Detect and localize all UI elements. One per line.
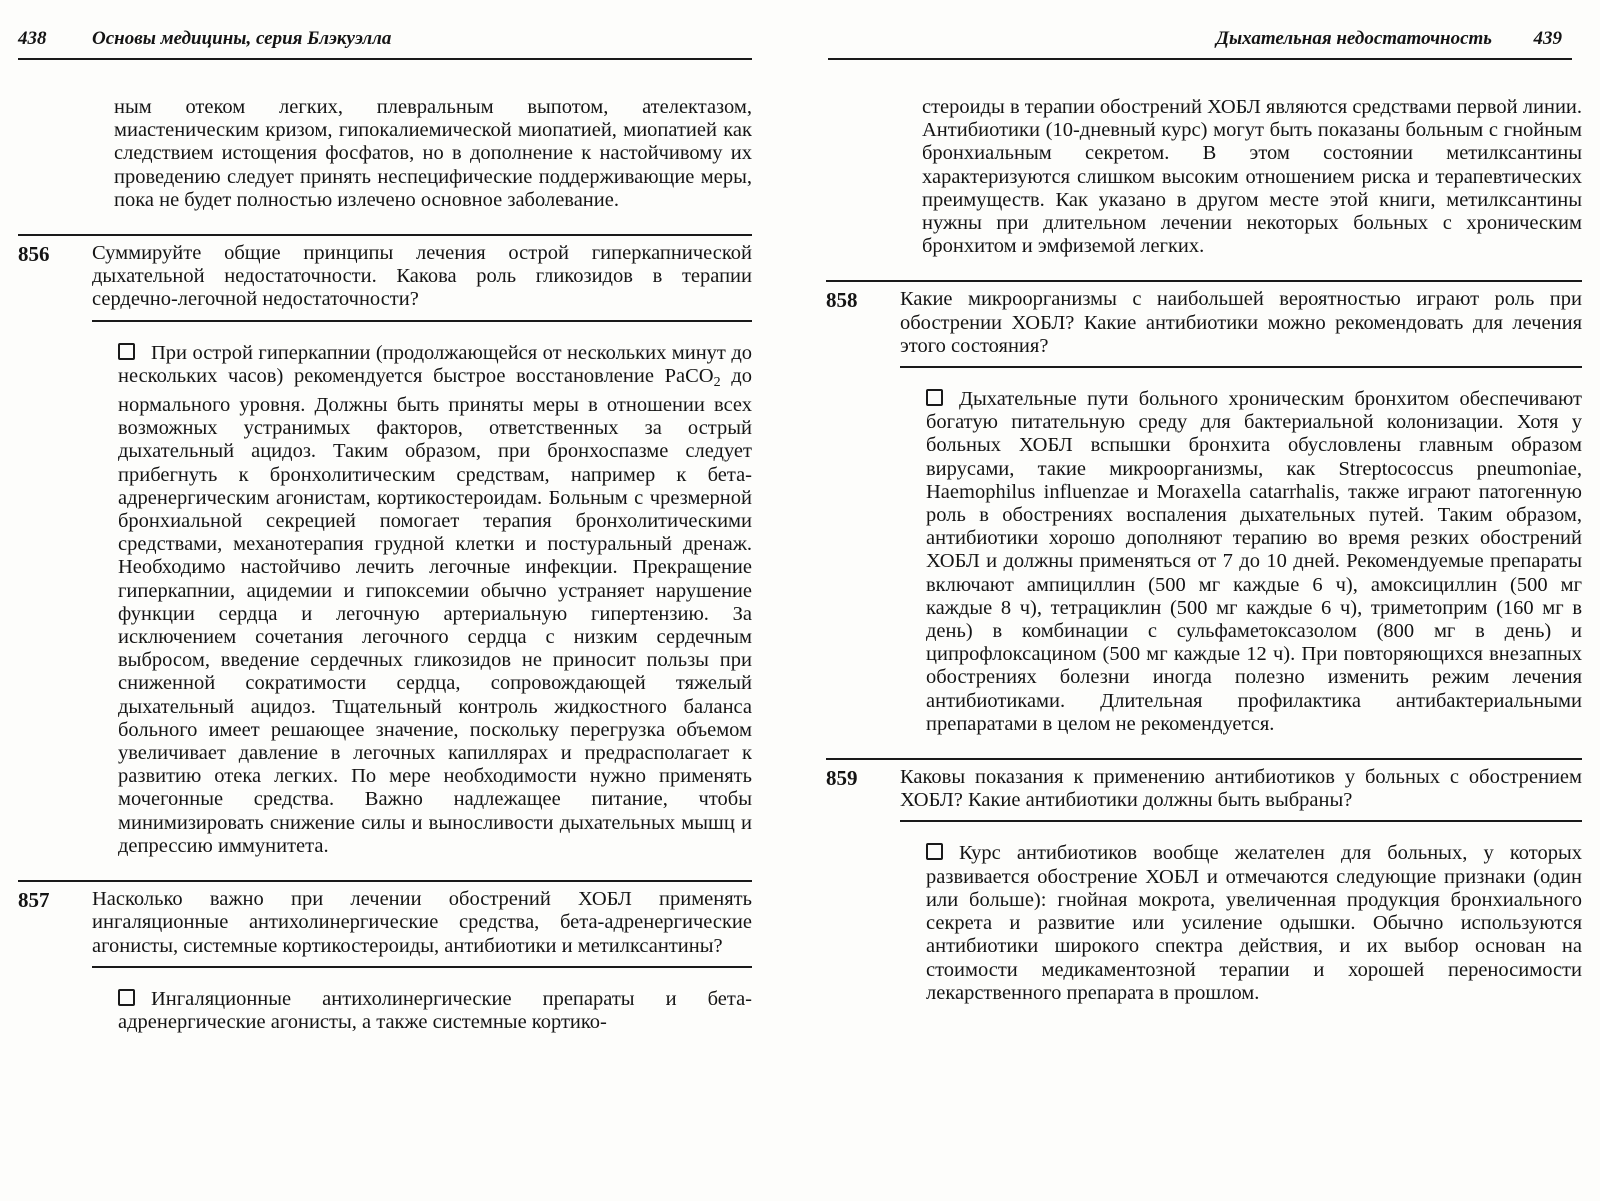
- question-856: [18, 234, 752, 322]
- question-number: 858: [826, 288, 858, 313]
- answer-857: [18, 988, 752, 1034]
- right-page-content: [826, 96, 1582, 1005]
- answer-text: [118, 342, 752, 858]
- answer-text-body: Дыхательные пути больного хроническим бронхитом обеспечивают богатую питательную среду для бактериальной колонизации. Хотя у больных ХОБЛ вспышки бронхита обусловлены главным образом вирусами, такие микроорганизмы, как Streptococcus pneumoniae, Haemophilus influenzae и Moraxella catarrhalis, также играют патогенную роль в обострениях воспаления дыхательных путей. Таким образом, антибиотики хорошо дополняют терапию во время резких обострений ХОБЛ и должны применяться от 7 до 10 дней. Рекомендуемые препараты включают ампициллин (500 мг каждые 6 ч), амоксициллин (500 мг каждые 8 ч), тетрациклин (500 мг каждые 6 ч), триметоприм (160 мг в день) в комбинации с сульфаметоксазолом (800 мг в день) и ципрофлоксацином (500 мг каждые 12 ч). При повторяющихся внезапных обострениях болезни иногда полезно изменить режим лечения антибиотиками. Длительная профилактика антибактериальными препаратами в целом не рекомендуется.: [926, 388, 1582, 735]
- question-859: [826, 758, 1582, 822]
- checkbox-icon: [926, 389, 943, 406]
- checkbox-icon: [118, 989, 135, 1006]
- question-text: Суммируйте общие принципы лечения острой гиперкапнической дыхательной недостаточности. Какова роль гликозидов в терапии сердечно-легочной недостаточности?: [92, 242, 752, 322]
- continuation-paragraph: стероиды в терапии обострений ХОБЛ являются средствами первой линии. Антибиотики (10-дневный курс) могут быть показаны больным с гнойным бронхиальным секретом. В этом состоянии метилксантины характеризуются слишком высоким отношением риска и терапевтических преимуществ. Как указано в другом месте этой книги, метилксантины нужны при длительном лечении некоторых больных с хроническим бронхитом и эмфиземой легких.: [922, 96, 1583, 258]
- question-number: 856: [18, 242, 50, 267]
- page-number: 439: [1533, 28, 1562, 49]
- continuation-paragraph: ным отеком легких, плевральным выпотом, ателектазом, миастеническим кризом, гипокалиемической миопатией, миопатией как следствием истощения фосфатов, но в дополнение к настойчивому их проведению следует принять неспецифические поддерживающие меры, пока не будет полностью излечено основное заболевание.: [114, 96, 752, 211]
- answer-text: [118, 988, 752, 1034]
- question-857: [18, 880, 752, 968]
- page-number: 438: [18, 28, 47, 49]
- answer-text-body: Курс антибиотиков вообще желателен для больных, у которых развивается обострение ХОБЛ и отмечаются следующие признаки (один или больше): гнойная мокрота, увеличенная продукция бронхиального секрета и развитие или усиление одышки. Обычно используются антибиотики широкого спектра действия, и их выбор основан на стоимости медикаментозной терапии и хорошей переносимости лекарственного препарата в прошлом.: [926, 842, 1582, 1004]
- question-text: Насколько важно при лечении обострений ХОБЛ применять ингаляционные антихолинергические средства, бета-адренергические агонисты, системные кортикостероиды, антибиотики и метилксантины?: [92, 888, 752, 968]
- question-858: [826, 280, 1582, 368]
- answer-text: [926, 842, 1582, 1004]
- question-number: 857: [18, 888, 50, 913]
- answer-859: [826, 842, 1582, 1004]
- right-page: [800, 0, 1600, 1201]
- left-page-content: [18, 96, 752, 1034]
- running-title: Основы медицины, серия Блэкуэлла: [92, 28, 392, 49]
- left-page-header: [18, 24, 752, 60]
- checkbox-icon: [926, 843, 943, 860]
- question-number: 859: [826, 766, 858, 791]
- checkbox-icon: [118, 343, 135, 360]
- right-page-header: [828, 24, 1572, 60]
- answer-text-end: до нормального уровня. Должны быть приняты меры в отношении всех возможных устранимых факторов, ответственных за острый дыхательный ацидоз. Таким образом, при бронхоспазме следует прибегнуть к бронхолитическим средствам, например к бета-адренергическим агонистам, кортикостероидам. Больным с чрезмерной бронхиальной секрецией помогает терапия бронхолитическими средствами, механотерапия грудной клетки и постуральный дренаж. Необходимо настойчиво лечить легочные инфекции. Прекращение гиперкапнии, ацидемии и гипоксемии обычно устраняет нарушение функции сердца и легочную артериальную гипертензию. За исключением сочетания легочного сердца с низким сердечным выбросом, введение сердечных гликозидов не приносит пользы при сниженной сократимости сердца, сопровождающей тяжелый дыхательный ацидоз. Тщательный контроль жидкостного баланса больного имеет решающее значение, поскольку перегрузка объемом увеличивает давление в легочных капиллярах и предрасполагает к развитию отека легких. По мере необходимости нужно применять мочегонные средства. Важно надлежащее питание, чтобы минимизировать снижение силы и выносливости дыхательных мышц и депрессию иммунитета.: [118, 364, 752, 857]
- answer-858: [826, 388, 1582, 736]
- question-text: Какие микроорганизмы с наибольшей вероятностью играют роль при обострении ХОБЛ? Какие антибиотики можно рекомендовать для лечения этого состояния?: [900, 288, 1582, 368]
- answer-text-start: При острой гиперкапнии (продолжающейся от нескольких минут до нескольких часов) рекомендуется быстрое восстановление PaCO: [118, 341, 752, 387]
- running-title: Дыхательная недостаточность: [1215, 28, 1492, 49]
- subscript: 2: [713, 374, 721, 390]
- answer-text-body: Ингаляционные антихолинергические препараты и бета-адренергические агонисты, а также системные кортико-: [118, 987, 752, 1033]
- question-text: Каковы показания к применению антибиотиков у больных с обострением ХОБЛ? Какие антибиотики должны быть выбраны?: [900, 766, 1582, 822]
- answer-text: [926, 388, 1582, 736]
- answer-856: [18, 342, 752, 858]
